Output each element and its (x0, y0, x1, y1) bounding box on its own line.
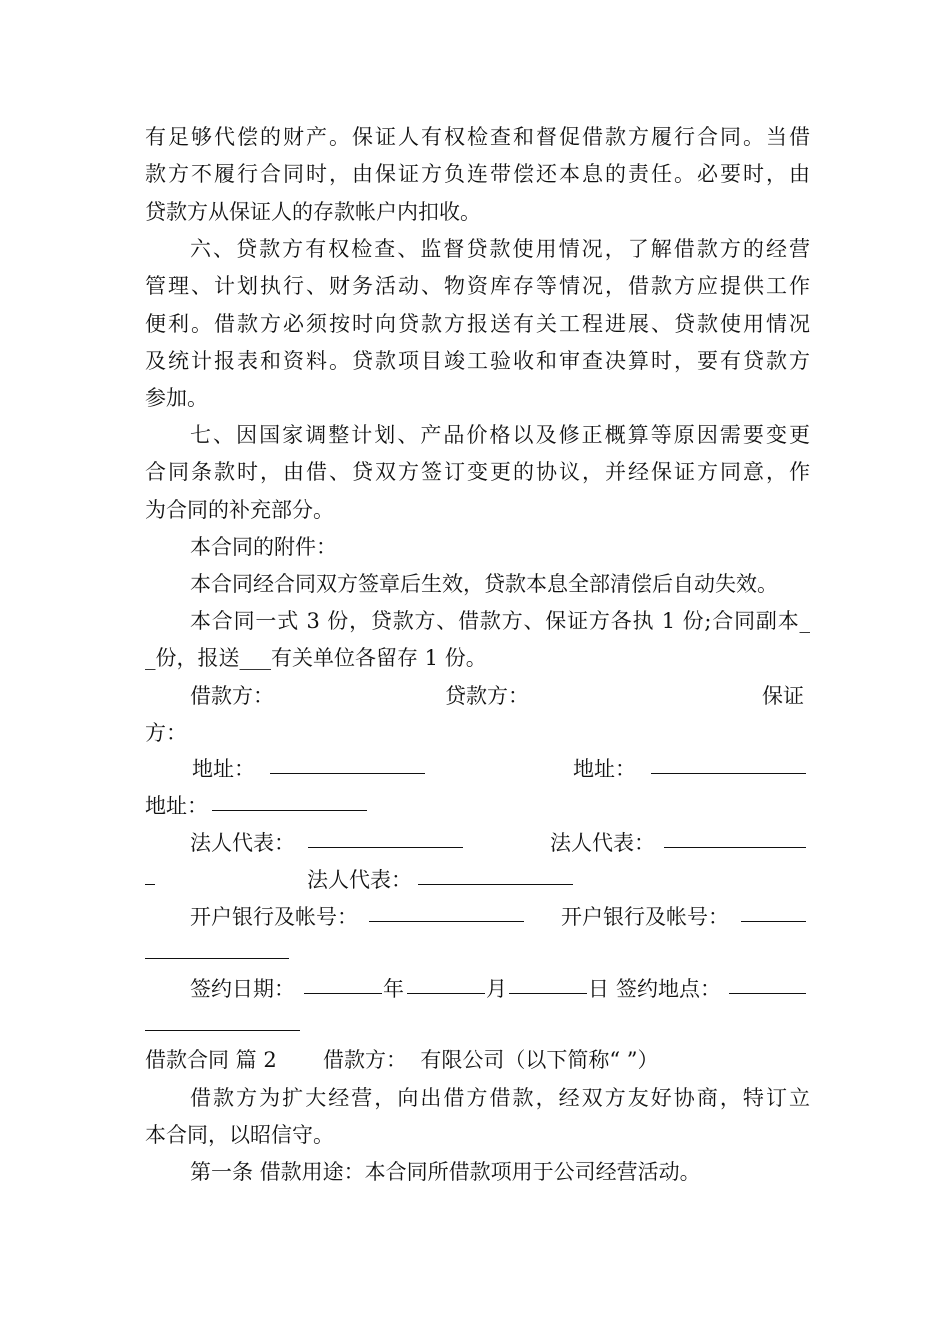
lender-legal-rep-blank-cont (145, 884, 155, 885)
paragraph-line: 款方不履行合同时，由保证方负连带偿还本息的责任。必要时，由 (145, 162, 810, 186)
borrower-address-label: 地址： (192, 757, 255, 781)
lender-legal-rep-label: 法人代表： (550, 831, 655, 855)
borrower-bank-label: 开户银行及帐号： (190, 905, 358, 929)
day-label: 日 (588, 977, 609, 1001)
contract2-borrower-line: 借款方： 有限公司（以下简称“ ”） (323, 1048, 659, 1072)
paragraph-line: 贷款方从保证人的存款帐户内扣收。 (145, 200, 481, 224)
guarantor-legal-rep-blank (418, 884, 573, 885)
borrower-bank-blank (369, 921, 524, 922)
month-blank (407, 993, 485, 994)
guarantor-label-a: 保证 (762, 684, 804, 708)
guarantor-address-blank (212, 810, 367, 811)
contract2-intro-line: 借款方为扩大经营，向出借方借款，经双方友好协商，特订立 (190, 1086, 810, 1110)
contract2-intro-line: 本合同，以昭信守。 (145, 1123, 334, 1147)
clause-six-line: 便利。借款方必须按时向贷款方报送有关工程进展、贷款使用情况 (145, 312, 810, 336)
year-blank (304, 993, 382, 994)
borrower-label: 借款方： (190, 684, 274, 708)
sign-date-label: 签约日期： (190, 977, 295, 1001)
attachment-line: 本合同的附件： (190, 535, 337, 559)
sign-place-blank (729, 993, 806, 994)
clause-seven-line: 合同条款时，由借、贷双方签订变更的协议，并经保证方同意，作 (145, 460, 810, 484)
guarantor-legal-rep-label: 法人代表： (307, 868, 412, 892)
copies-line: _份，报送___有关单位各留存 1 份。 (145, 646, 487, 670)
lender-address-blank (651, 773, 806, 774)
contract2-heading: 借款合同 篇 2 (145, 1048, 277, 1072)
effect-line: 本合同经合同双方签章后生效，贷款本息全部清偿后自动失效。 (190, 572, 778, 596)
month-label: 月 (486, 977, 507, 1001)
borrower-address-blank (270, 773, 425, 774)
copies-line: 本合同一式 3 份，贷款方、借款方、保证方各执 1 份;合同副本_ (190, 609, 810, 633)
guarantor-label-b: 方： (145, 721, 187, 745)
clause-six-line: 参加。 (145, 386, 208, 410)
paragraph-line: 有足够代偿的财产。保证人有权检查和督促借款方履行合同。当借 (145, 125, 810, 149)
sign-place-label: 签约地点： (616, 977, 721, 1001)
clause-six-line: 管理、计划执行、财务活动、物资库存等情况，借款方应提供工作 (145, 274, 810, 298)
lender-bank-blank (741, 921, 806, 922)
contract2-article1: 第一条 借款用途：本合同所借款项用于公司经营活动。 (190, 1160, 701, 1184)
clause-seven-line: 为合同的补充部分。 (145, 498, 334, 522)
lender-legal-rep-blank (664, 847, 806, 848)
borrower-legal-rep-label: 法人代表： (190, 831, 295, 855)
year-label: 年 (383, 977, 404, 1001)
guarantor-address-label: 地址： (145, 794, 208, 818)
clause-seven-line: 七、因国家调整计划、产品价格以及修正概算等原因需要变更 (190, 423, 810, 447)
clause-six-line: 六、贷款方有权检查、监督贷款使用情况，了解借款方的经营 (190, 237, 810, 261)
clause-six-line: 及统计报表和资料。贷款项目竣工验收和审查决算时，要有贷款方 (145, 349, 810, 373)
day-blank (509, 993, 587, 994)
lender-label: 贷款方： (445, 684, 529, 708)
borrower-legal-rep-blank (308, 847, 463, 848)
lender-address-label: 地址： (573, 757, 636, 781)
sign-place-blank-cont (145, 1030, 300, 1031)
lender-bank-blank-cont (145, 958, 289, 959)
lender-bank-label: 开户银行及帐号： (561, 905, 729, 929)
